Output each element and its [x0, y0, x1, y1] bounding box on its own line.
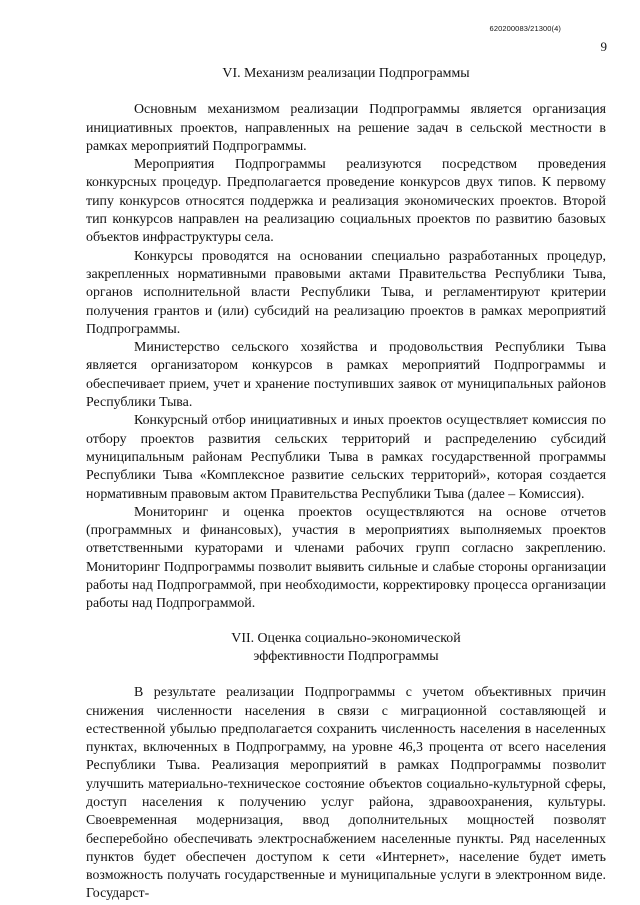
- page-content: [86, 60, 606, 904]
- section-7-paragraph-1: В результате реализации Подпрограммы с учетом объективных причин снижения численности населения в связи с миграционной составляющей и естественной убылью предполагается сохранить численность населения в населенных пунктах, включенных в Подпрограмму, на уровне 46,3 процента от всего населения Республики Тыва. Реализация мероприятий в рамках Подпрограммы позволит улучшить материально-техническое состояние объектов социально-культурной сферы, доступ населения к получению услуг района, здравоохранения, культуры. Своевременная модернизация, ввод дополнительных мощностей позволят бесперебойно обеспечивать электроснабжением населенные пункты. Ряд населенных пунктов будет обеспечен доступом к сети «Интернет», население будет иметь возможность получать государственные и муниципальные услуги в электронном виде. Государст-: [86, 685, 606, 902]
- page-number: 9: [600, 39, 607, 54]
- section-6-heading: [86, 65, 606, 83]
- section-6-paragraph-5: Конкурсный отбор инициативных и иных проектов осуществляет комиссия по отбору проектов развития сельских территорий и распределению субсидий муниципальным районам Республики Тыва в рамках государственной программы Республики Тыва «Комплексное развитие сельских территорий», которая создается нормативным правовым актом Правительства Республики Тыва (далее – Комиссия).: [86, 413, 606, 502]
- section-7-title-line-2: эффективности Подпрограммы: [253, 648, 439, 664]
- section-6-paragraph-2: Мероприятия Подпрограммы реализуются посредством проведения конкурсных процедур. Предполагается проведение конкурсов двух типов. К первому типу конкурсов относятся поддержка и реализация экономических проектов. Второй тип конкурсов направлен на реализацию социальных проектов по развитию базовых объектов инфраструктуры села.: [86, 157, 606, 246]
- section-6-paragraph-4: Министерство сельского хозяйства и продовольствия Республики Тыва является организатором конкурсов в рамках мероприятий Подпрограммы и обеспечивает прием, учет и хранение поступивших заявок от муниципальных районов Республики Тыва.: [86, 340, 606, 411]
- section-6-paragraph-1: Основным механизмом реализации Подпрограммы является организация инициативных проектов, направленных на решение задач в сельской местности в рамках мероприятий Подпрограммы.: [86, 102, 606, 154]
- section-6-title: VI. Механизм реализации Подпрограммы: [222, 66, 470, 81]
- section-7-heading: [86, 630, 606, 667]
- section-7-title-line-1: VII. Оценка социально-экономической: [231, 630, 461, 646]
- document-code: 620200083/21300(4): [489, 24, 561, 33]
- section-6-paragraph-6: Мониторинг и оценка проектов осуществляются на основе отчетов (программных и финансовых), участия в мероприятиях выполняемых проектов ответственными кураторами и членами рабочих групп согласно закреплению. Мониторинг Подпрограммы позволит выявить сильные и слабые стороны организации работы над Подпрограммой, при необходимости, корректировку процесса организации работы над Подпрограммой.: [86, 504, 606, 612]
- section-6-paragraph-3: Конкурсы проводятся на основании специально разработанных процедур, закрепленных нормативными правовыми актами Правительства Республики Тыва, органов исполнительной власти Республики Тыва, и регламентируют критерии получения грантов и (или) субсидий на реализацию проектов в рамках мероприятий Подпрограммы.: [86, 248, 606, 337]
